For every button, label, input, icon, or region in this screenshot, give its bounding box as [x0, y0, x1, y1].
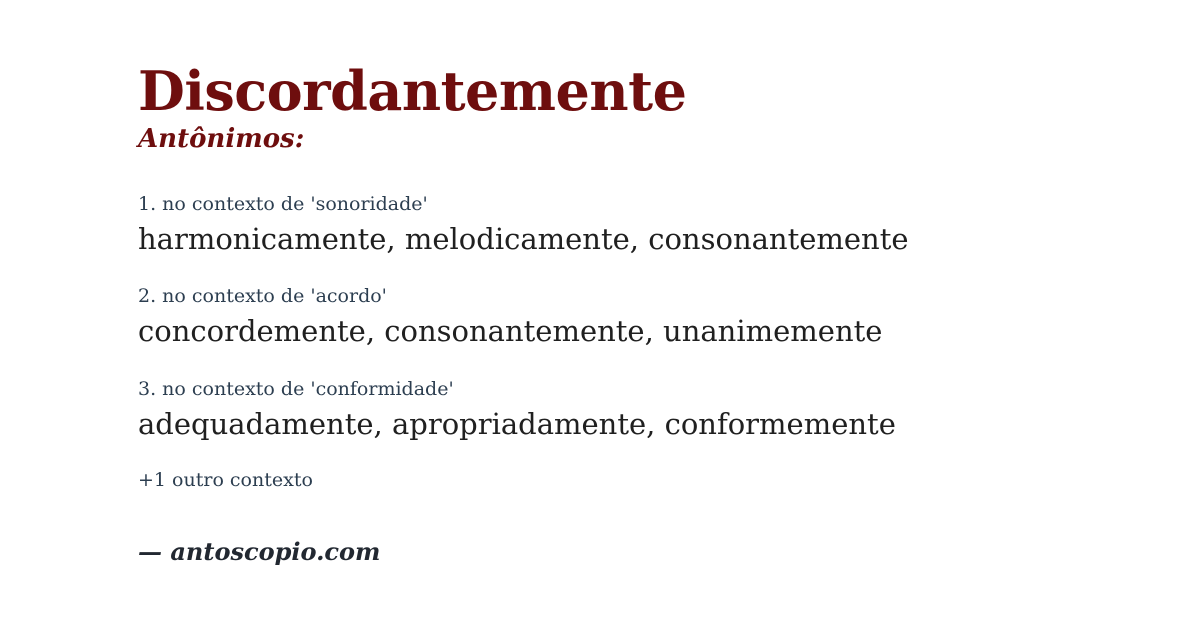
- antonyms-list-3: adequadamente, apropriadamente, conformemente: [138, 406, 896, 441]
- attribution-source: — antoscopio.com: [138, 537, 381, 567]
- antonym-section-2: [138, 284, 1140, 350]
- antonyms-list-2: concordemente, consonantemente, unanimemente: [138, 314, 883, 349]
- antonyms-list-1: harmonicamente, melodicamente, consonantemente: [138, 221, 909, 256]
- context-label-2: 2. no contexto de 'acordo': [138, 285, 387, 308]
- context-label-3: 3. no contexto de 'conformidade': [138, 377, 454, 400]
- antonym-section-1: [138, 192, 1140, 258]
- page-title: Discordantemente: [138, 59, 687, 123]
- context-label-1: 1. no contexto de 'sonoridade': [138, 193, 428, 216]
- more-contexts-label: +1 outro contexto: [138, 469, 313, 492]
- antonyms-heading: Antônimos:: [138, 124, 305, 155]
- antonym-section-3: [138, 377, 1140, 443]
